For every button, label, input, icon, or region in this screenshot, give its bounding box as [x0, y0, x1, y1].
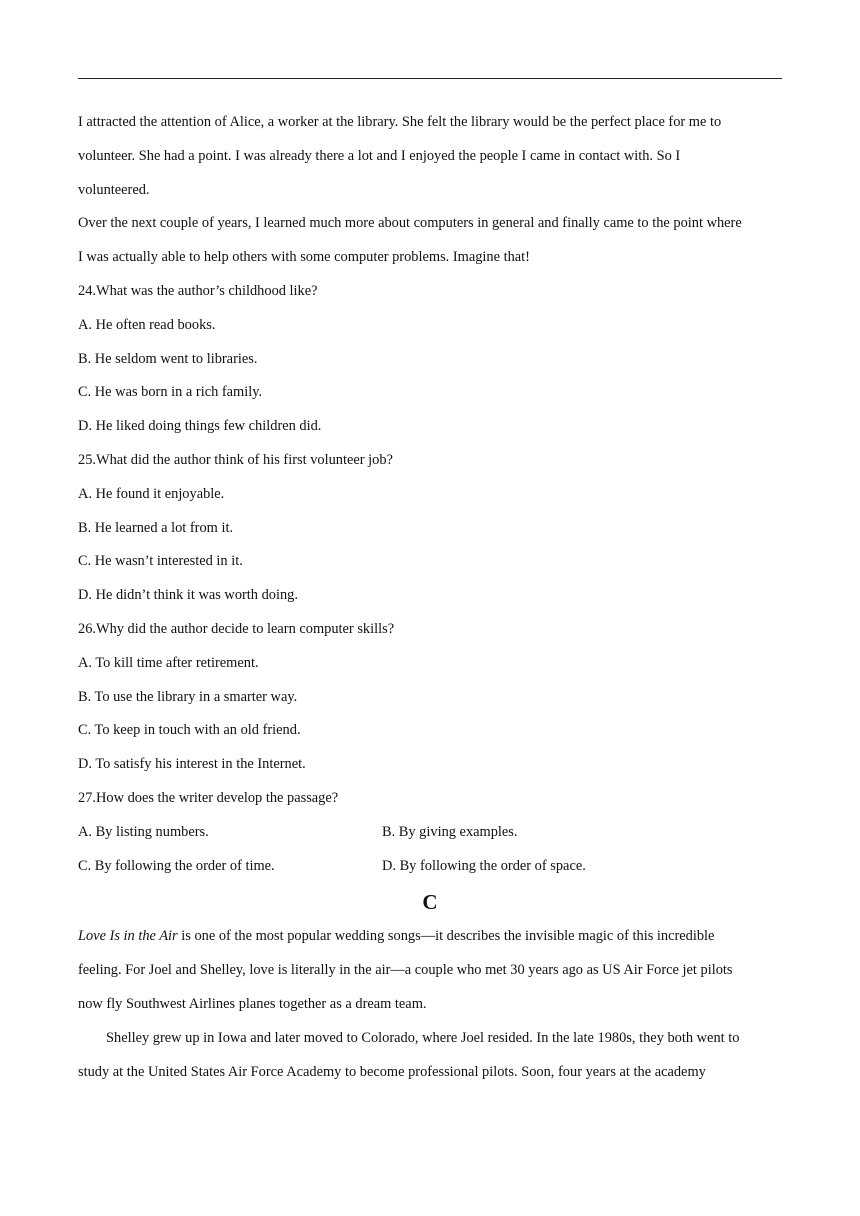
- passage-line: now fly Southwest Airlines planes together as a dream team.: [78, 995, 427, 1012]
- question-stem: 24.What was the author’s childhood like?: [78, 282, 318, 299]
- passage-line: Shelley grew up in Iowa and later moved to Colorado, where Joel resided. In the late 1980s, they both went to: [106, 1029, 740, 1046]
- answer-option: D. To satisfy his interest in the Internet.: [78, 756, 306, 773]
- answer-option: C. He wasn’t interested in it.: [78, 553, 243, 570]
- question-stem: 26.Why did the author decide to learn computer skills?: [78, 620, 395, 637]
- answer-option: B. He seldom went to libraries.: [78, 350, 258, 367]
- question-stem: 27.How does the writer develop the passage?: [78, 789, 339, 806]
- passage-line: volunteered.: [78, 181, 150, 198]
- answer-option: C. By following the order of time.: [78, 857, 275, 874]
- answer-option: A. He found it enjoyable.: [78, 485, 225, 502]
- answer-option: D. He didn’t think it was worth doing.: [78, 587, 298, 604]
- answer-option: D. By following the order of space.: [382, 857, 586, 874]
- passage-line: [78, 922, 782, 956]
- answer-option: A. He often read books.: [78, 316, 216, 333]
- question-stem: 25.What did the author think of his first volunteer job?: [78, 451, 393, 468]
- passage-line: feeling. For Joel and Shelley, love is literally in the air—a couple who met 30 years ago as US Air Force jet pilots: [78, 962, 733, 979]
- document-body: [78, 108, 782, 1091]
- section-heading: C: [422, 890, 438, 915]
- passage-line: I was actually able to help others with some computer problems. Imagine that!: [78, 249, 530, 266]
- header-rule: [78, 78, 782, 79]
- answer-option: C. To keep in touch with an old friend.: [78, 722, 301, 739]
- answer-option: D. He liked doing things few children did.: [78, 418, 322, 435]
- answer-option: B. By giving examples.: [382, 823, 518, 840]
- passage-line: study at the United States Air Force Academy to become professional pilots. Soon, four years at the academy: [78, 1063, 706, 1080]
- answer-option-row: [78, 818, 782, 852]
- answer-option: A. By listing numbers.: [78, 823, 209, 840]
- answer-option-row: [78, 852, 782, 886]
- song-title: Love Is in the Air: [78, 928, 178, 945]
- answer-option: A. To kill time after retirement.: [78, 654, 259, 671]
- passage-line: Over the next couple of years, I learned much more about computers in general and finally came to the point where: [78, 215, 742, 232]
- passage-line: I attracted the attention of Alice, a worker at the library. She felt the library would be the perfect place for me to: [78, 114, 722, 130]
- answer-option: C. He was born in a rich family.: [78, 384, 263, 401]
- answer-option: B. He learned a lot from it.: [78, 519, 234, 536]
- answer-option: B. To use the library in a smarter way.: [78, 688, 298, 705]
- passage-text: is one of the most popular wedding songs—it describes the invisible magic of this incredible: [177, 928, 715, 945]
- passage-line: volunteer. She had a point. I was already there a lot and I enjoyed the people I came in contact with. So I: [78, 147, 681, 164]
